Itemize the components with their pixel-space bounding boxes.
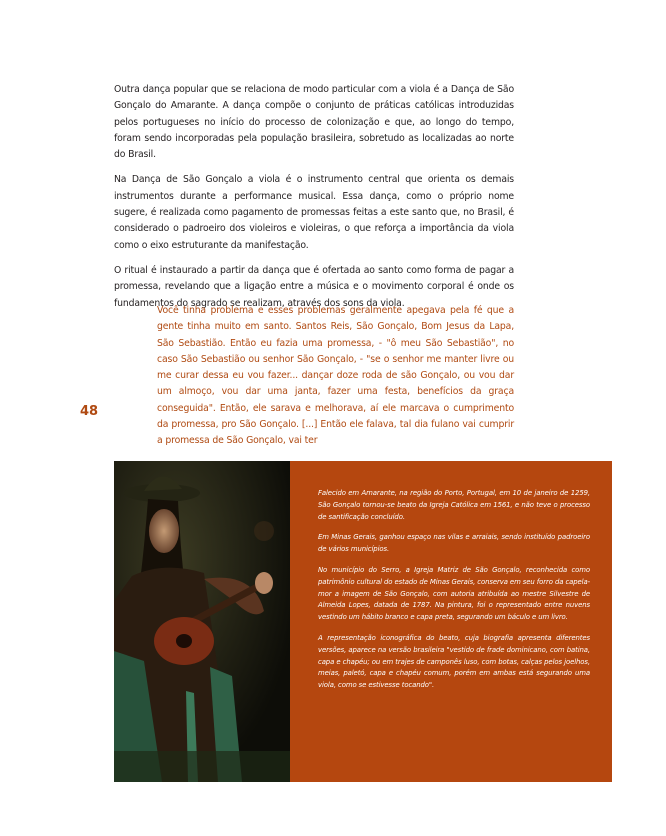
violeiro-photo-illustration bbox=[114, 461, 290, 782]
page-number: 48 bbox=[80, 404, 99, 419]
sidebar-paragraph: Falecido em Amarante, na região do Porto, Portugal, em 10 de janeiro de 1259, São Gonçalo tornou-se beato da Igreja Católica em 1561, e não teve o processo de santificação concluído. bbox=[318, 489, 590, 521]
sidebar-paragraph: A representação iconográfica do beato, cuja biografia apresenta diferentes versões, aparece na versão brasileira "vestido de frade dominicano, com batina, capa e chapéu; ou em trajes de camponês luso, com botas, calças pelos joelhos, meias, paletó, capa e chapéu comum, porém em ambas está segurando uma viola, como se estivesse tocando". bbox=[318, 633, 590, 690]
paragraph: O ritual é instaurado a partir da dança que é ofertada ao santo como forma de pagar a promessa, revelando que a ligação entre a música e o movimento corporal é onde os fundamentos do sagrado se realizam, através dos sons da viola. bbox=[114, 264, 514, 309]
main-text bbox=[114, 82, 514, 321]
photo-violeiro bbox=[114, 461, 290, 782]
sidebar-paragraph: Em Minas Gerais, ganhou espaço nas vilas e arraiais, sendo instituído padroeiro de vários municípios. bbox=[318, 533, 590, 554]
block-quote: Você tinha problema e esses problemas geralmente apegava pela fé que a gente tinha muito em santo. Santos Reis, São Gonçalo, Bom Jesus da Lapa, São Sebastião. Então eu fazia uma promessa, - "ô meu São Sebastião", no caso São Sebastião ou senhor São Gonçalo, - "se o senhor me manter livre ou me curar dessa eu vou fazer... dançar doze roda de são Gonçalo, ou vou dar um almoço, vou dar uma janta, fazer uma festa, benefícios da graça conseguida". Então, ele sarava e melhorava, aí ele marcava o cumprimento da promessa, pro São Gonçalo. [...] Então ele falava, tal dia fulano vai cumprir a promessa de São Gonçalo, vai ter bbox=[157, 305, 514, 447]
paragraph: Outra dança popular que se relaciona de modo particular com a viola é a Dança de São Gonçalo do Amarante. A dança compõe o conjunto de práticas católicas introduzidas pelos portugueses no início do processo de colonização e que, ao longo do tempo, foram sendo incorporadas pela população brasileira, sobretudo as localizadas ao norte do Brasil. bbox=[114, 84, 514, 161]
sidebar-paragraph: No município do Serro, a Igreja Matriz de São Gonçalo, reconhecida como patrimônio cultural do estado de Minas Gerais, conserva em seu forro da capela-mor a imagem de São Gonçalo, com autoria atribuída ao mestre Silvestre de Almeida Lopes, datada de 1787. Na pintura, foi o representado entre nuvens vestindo um hábito branco e capa preta, segurando um báculo e um livro. bbox=[318, 565, 590, 622]
paragraph: Na Dança de São Gonçalo a viola é o instrumento central que orienta os demais instrumentos durante a performance musical. Essa dança, como o próprio nome sugere, é realizada como pagamento de promessas feitas a este santo que, no Brasil, é considerado o padroeiro dos violeiros e violeiras, o que reforça a importância da viola como o eixo estruturante da manifestação. bbox=[114, 174, 514, 251]
sidebar-panel bbox=[290, 461, 612, 782]
